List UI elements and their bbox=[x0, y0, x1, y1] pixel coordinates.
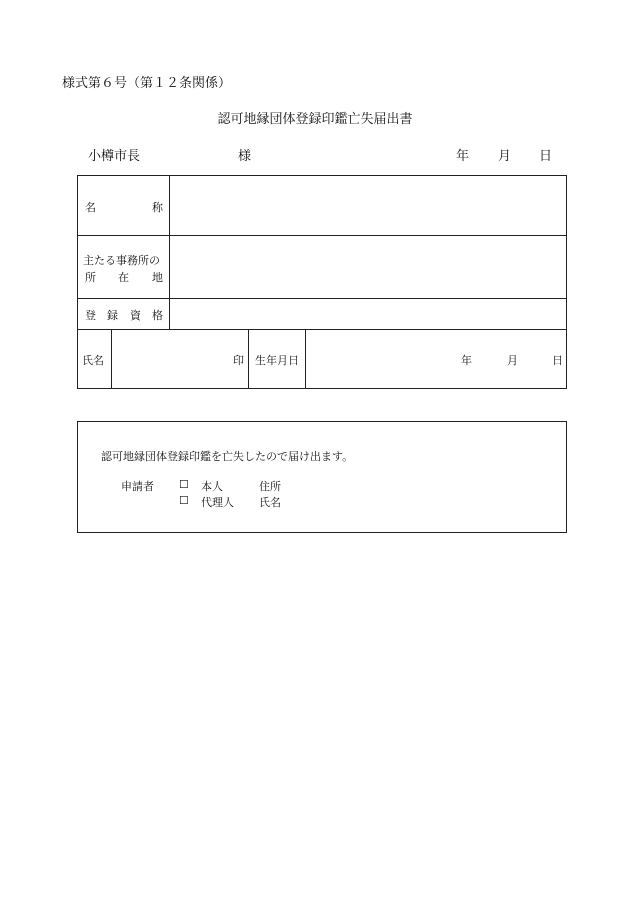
qual-label-1: 登 bbox=[85, 309, 96, 322]
birth-date-label: 生年月日 bbox=[255, 354, 299, 367]
office-address-field[interactable] bbox=[170, 236, 566, 297]
name-field[interactable] bbox=[170, 177, 566, 234]
agent-option-label: 代理人 bbox=[201, 496, 234, 509]
office-label-2b: 在 bbox=[118, 271, 129, 284]
document-title: 認可地縁団体登録印鑑亡失届出書 bbox=[217, 112, 413, 127]
office-label-2c: 地 bbox=[152, 271, 163, 284]
birth-month-label: 月 bbox=[507, 354, 518, 367]
qual-label-4: 格 bbox=[152, 309, 163, 322]
registration-qualification-field[interactable] bbox=[170, 299, 566, 328]
agent-checkbox[interactable]: ☐ bbox=[179, 494, 189, 507]
self-option-label: 本人 bbox=[201, 480, 223, 493]
recipient-honorific: 様 bbox=[238, 149, 252, 164]
office-label-1: 主たる事務所の bbox=[83, 254, 160, 267]
name-label-2: 称 bbox=[152, 201, 163, 214]
representative-name-field[interactable] bbox=[112, 330, 247, 388]
form-number: 様式第６号（第１２条関係） bbox=[62, 76, 232, 91]
applicant-address-label: 住所 bbox=[259, 480, 281, 493]
birth-day-label: 日 bbox=[552, 354, 563, 367]
qual-label-3: 資 bbox=[130, 309, 141, 322]
declaration-box bbox=[77, 421, 567, 533]
birth-date-field[interactable] bbox=[306, 330, 566, 388]
column-divider bbox=[248, 329, 249, 389]
declaration-statement: 認可地縁団体登録印鑑を亡失したので届け出ます。 bbox=[101, 450, 354, 463]
office-label-2a: 所 bbox=[85, 271, 96, 284]
birth-year-label: 年 bbox=[461, 354, 472, 367]
date-day-label: 日 bbox=[539, 149, 553, 164]
name-label-1: 名 bbox=[85, 201, 96, 214]
date-year-label: 年 bbox=[456, 149, 470, 164]
info-table bbox=[77, 175, 567, 389]
seal-mark-label: 印 bbox=[233, 354, 244, 367]
applicant-label: 申請者 bbox=[121, 480, 154, 493]
self-checkbox[interactable]: ☐ bbox=[179, 478, 189, 491]
date-month-label: 月 bbox=[498, 149, 512, 164]
recipient: 小樽市長 bbox=[88, 149, 141, 164]
representative-name-label: 氏名 bbox=[82, 354, 104, 367]
applicant-name-label: 氏名 bbox=[259, 496, 281, 509]
qual-label-2: 録 bbox=[107, 309, 118, 322]
